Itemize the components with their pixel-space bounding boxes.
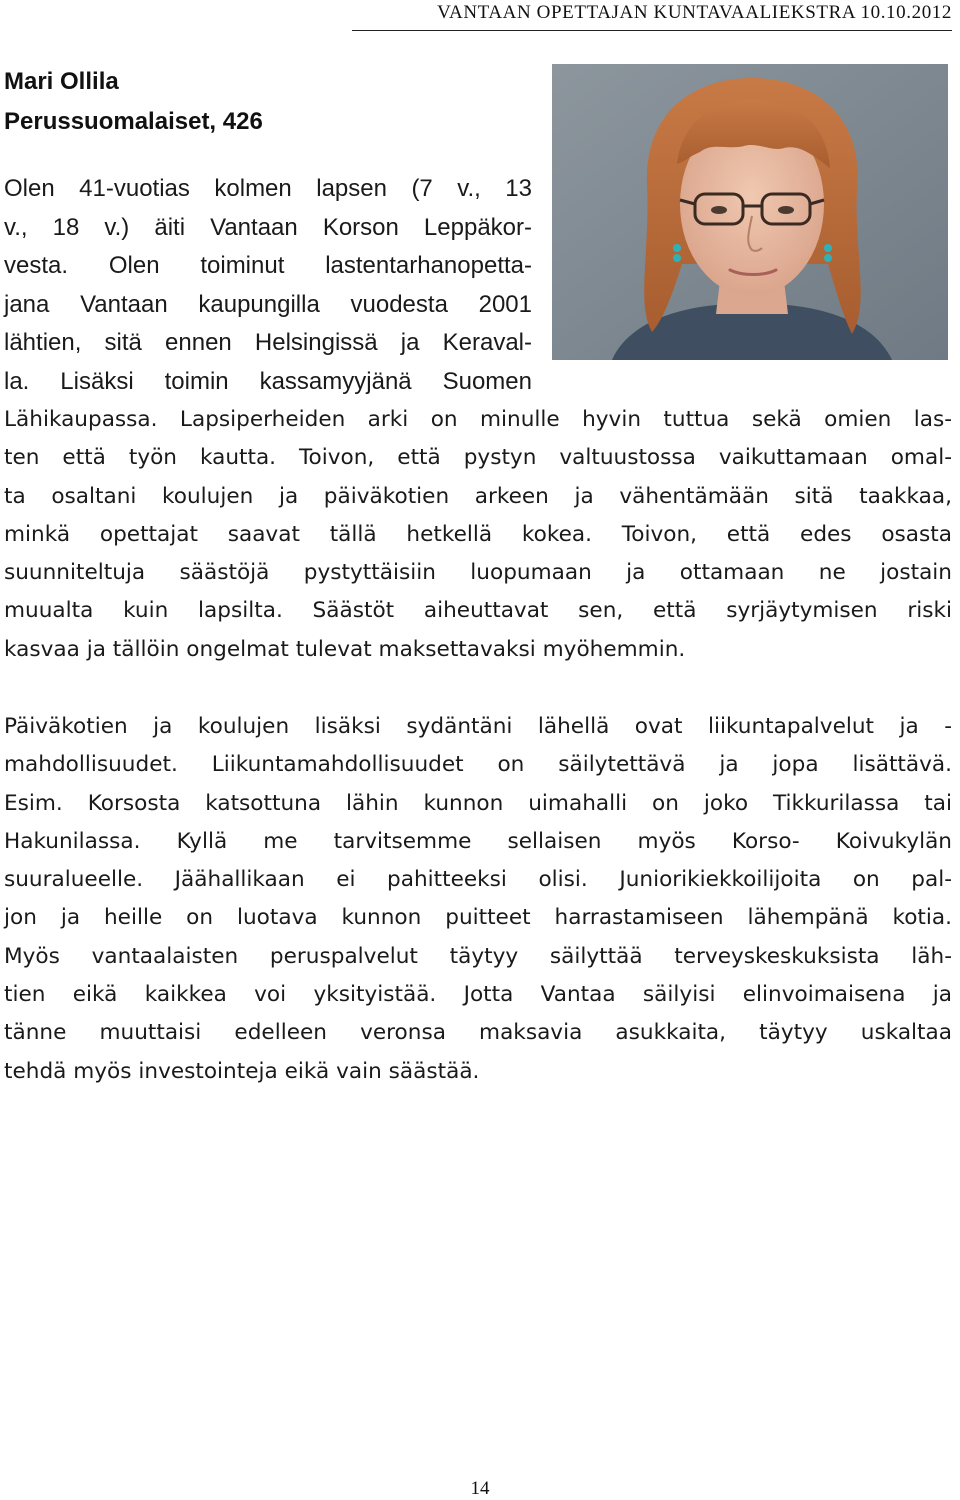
candidate-photo <box>552 64 948 360</box>
paragraph-line: suuralueelle. Jäähallikaan ei pahitteeksi olisi. Juniorikiekkoilijoita on pal- <box>4 867 952 893</box>
paragraph-line: Hakunilassa. Kyllä me tarvitsemme sellaisen myös Korso- Koivukylän <box>4 828 952 854</box>
intro-line: v., 18 v.) äiti Vantaan Korson Leppäkor- <box>4 213 532 241</box>
paragraph-line: tehdä myös investointeja eikä vain säästää. <box>4 1058 480 1084</box>
intro-line: vesta. Olen toiminut lastentarhanopetta- <box>4 252 532 279</box>
paragraph-line: tien eikä kaikkea voi yksityistää. Jotta Vantaa säilyisi elinvoimaisena ja <box>4 982 952 1008</box>
paragraph-line: minkä opettajat saavat tällä hetkellä kokea. Toivon, että edes osasta <box>4 521 952 547</box>
candidate-party-number: Perussuomalaiset, 426 <box>4 108 263 135</box>
paragraph-line: Esim. Korsosta katsottuna lähin kunnon uimahalli on joko Tikkurilassa tai <box>4 790 952 816</box>
intro-line: lähtien, sitä ennen Helsingissä ja Keraval- <box>4 329 532 356</box>
intro-paragraph <box>4 170 532 401</box>
paragraph-line: ten että työn kautta. Toivon, että pystyn valtuustossa vaikuttamaan omal- <box>4 445 952 471</box>
paragraph-2 <box>4 708 952 1091</box>
paragraph-line: mahdollisuudet. Liikuntamahdollisuudet on säilytettävä ja jopa lisättävä. <box>4 752 952 778</box>
paragraph-line: ta osaltani koulujen ja päiväkotien arkeen ja vähentämään sitä taakkaa, <box>4 483 952 509</box>
paragraph-1 <box>4 401 952 669</box>
newsletter-header: VANTAAN OPETTAJAN KUNTAVAALIEKSTRA 10.10.2012 <box>352 2 952 31</box>
intro-line: jana Vantaan kaupungilla vuodesta 2001 <box>4 290 532 318</box>
paragraph-line: Myös vantaalaisten peruspalvelut täytyy säilyttää terveyskeskuksista läh- <box>4 943 952 969</box>
paragraph-line: Päiväkotien ja koulujen lisäksi sydäntäni lähellä ovat liikuntapalvelut ja - <box>4 714 952 739</box>
paragraph-line: Lähikaupassa. Lapsiperheiden arki on minulle hyvin tuttua sekä omien las- <box>4 407 952 432</box>
page-number: 14 <box>470 1478 490 1499</box>
paragraph-line: tänne muuttaisi edelleen veronsa maksavia asukkaita, täytyy uskaltaa <box>4 1020 952 1046</box>
intro-line: la. Lisäksi toimin kassamyyjänä Suomen <box>4 367 532 395</box>
paragraph-line: jon ja heille on luotava kunnon puitteet harrastamiseen lähempänä kotia. <box>4 905 952 931</box>
candidate-name: Mari Ollila <box>4 68 119 95</box>
paragraph-line: muualta kuin lapsilta. Säästöt aiheuttavat sen, että syrjäytymisen riski <box>4 598 952 624</box>
paragraph-line: kasvaa ja tällöin ongelmat tulevat maksettavaksi myöhemmin. <box>4 636 686 662</box>
paragraph-line: suunniteltuja säästöjä pystyttäisiin luopumaan ja ottamaan ne jostain <box>4 560 952 586</box>
candidate-portrait-icon <box>552 64 948 360</box>
intro-line: Olen 41-vuotias kolmen lapsen (7 v., 13 <box>4 175 532 202</box>
